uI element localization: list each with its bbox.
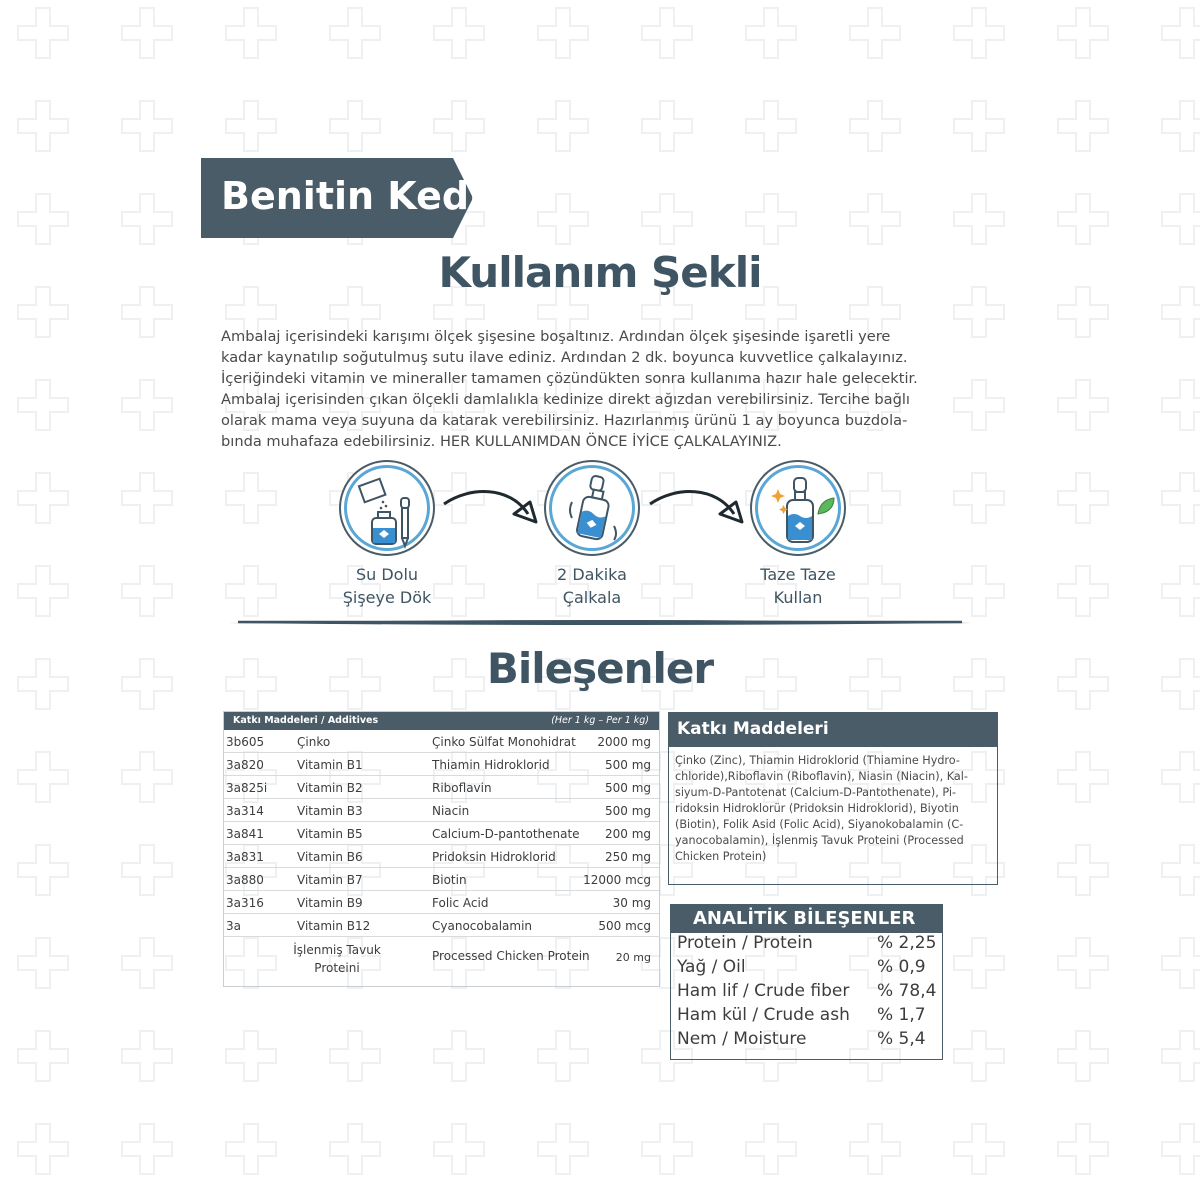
additives-description-title: Katkı Maddeleri [669, 713, 997, 747]
additives-description-box [668, 712, 998, 885]
row-name: Vitamin B7 [297, 873, 363, 887]
shaking-bottle-icon [546, 462, 642, 558]
usage-line: bında muhafaza edebilirsiniz. HER KULLANIMDAN ÖNCE İYİCE ÇALKALAYINIZ. [221, 433, 782, 450]
sachet-bottle-icon [341, 462, 437, 558]
analytic-name: Nem / Moisture [677, 1029, 807, 1049]
analytic-name: Ham lif / Crude fiber [677, 981, 850, 1001]
row-amount: 500 mg [604, 781, 651, 795]
description-line: Çinko (Zinc), Thiamin Hidroklorid (Thiamine Hydro- [675, 754, 960, 767]
row-name: Vitamin B9 [297, 896, 363, 910]
usage-line: kadar kaynatılıp soğutulmuş sutu ilave ediniz. Ardından 2 dk. boyunca kuvvetlice çalkalayınız. [221, 349, 908, 366]
step-2-line-2: Çalkala [562, 588, 622, 607]
step-3-line-2: Kullan [773, 588, 823, 607]
row-amount: 500 mg [604, 758, 651, 772]
step-3-line-1: Taze Taze [760, 565, 836, 584]
row-name: Vitamin B6 [297, 850, 363, 864]
row-source: Pridoksin Hidroklorid [432, 850, 556, 864]
row-source: Cyanocobalamin [432, 919, 533, 933]
analytic-row [671, 933, 942, 957]
usage-title: Kullanım Şekli [438, 248, 762, 297]
analytic-row [671, 1005, 942, 1029]
row-code: 3a314 [226, 804, 264, 818]
row-amount: 30 mg [612, 896, 651, 910]
row-amount: 250 mg [604, 850, 651, 864]
analytic-value: % 2,25 [877, 933, 937, 953]
additives-table [223, 711, 660, 987]
step-3-circle [750, 460, 846, 556]
row-name: Vitamin B12 [297, 919, 371, 933]
analytic-row [671, 1029, 942, 1053]
description-line: chloride),Riboflavin (Riboflavin), Niasin (Niacin), Kal- [675, 770, 968, 783]
row-source: Çinko Sülfat Monohidrat [432, 735, 576, 749]
additives-table-header [224, 712, 659, 730]
row-name: Vitamin B5 [297, 827, 363, 841]
description-line: yanocobalamin), İşlenmiş Tavuk Proteini (Processed [675, 834, 964, 847]
analytic-value: % 0,9 [877, 957, 926, 977]
step-3-label [718, 563, 878, 609]
usage-line: Ambalaj içerisindeki karışımı ölçek şişesine boşaltınız. Ardından ölçek şişesinde işaretli yere [221, 328, 891, 345]
additives-header-left: Katkı Maddeleri / Additives [233, 715, 379, 726]
table-row [224, 891, 659, 914]
usage-line: Ambalaj içerisinden çıkan ölçekli damlalıkla kedinize direkt ağızdan verebilirsiniz. Tercihe bağlı [221, 391, 910, 408]
row-source: Processed Chicken Protein [432, 949, 590, 963]
row-name: Vitamin B1 [297, 758, 363, 772]
table-row [224, 868, 659, 891]
additives-header-right: (Her 1 kg – Per 1 kg) [551, 715, 649, 726]
brand-banner [201, 158, 483, 238]
table-row [224, 799, 659, 822]
step-1-circle [339, 460, 435, 556]
row-code: 3b605 [226, 735, 265, 749]
row-source: Thiamin Hidroklorid [432, 758, 550, 772]
analytic-components-box [670, 904, 943, 1060]
usage-line: olarak mama veya suyuna da katarak verebilirsiniz. Hazırlanmış ürünü 1 ay boyunca buzdola- [221, 412, 908, 429]
fresh-bottle-icon [752, 462, 848, 558]
row-amount: 500 mcg [598, 919, 651, 933]
description-line: ridoksin Hidroklorür (Pridoksin Hidroklorid), Biyotin [675, 802, 959, 815]
analytic-value: % 78,4 [877, 981, 937, 1001]
row-code: 3a [226, 919, 241, 933]
row-source: Folic Acid [432, 896, 489, 910]
row-source: Riboflavin [432, 781, 492, 795]
brush-divider [228, 617, 972, 629]
analytic-name: Ham kül / Crude ash [677, 1005, 850, 1025]
step-1-label [307, 563, 467, 609]
row-code: 3a820 [226, 758, 264, 772]
step-2-circle [544, 460, 640, 556]
table-row [224, 822, 659, 845]
step-2-label [512, 563, 672, 609]
analytic-name: Protein / Protein [677, 933, 813, 953]
analytic-name: Yağ / Oil [677, 957, 746, 977]
analytic-title: ANALİTİK BİLEŞENLER [671, 905, 942, 933]
row-code: 3a841 [226, 827, 264, 841]
description-line: Chicken Protein) [675, 850, 767, 863]
table-row [224, 914, 659, 937]
row-amount: 200 mg [604, 827, 651, 841]
row-name: Vitamin B2 [297, 781, 363, 795]
row-code: 3a880 [226, 873, 264, 887]
row-amount: 12000 mcg [583, 873, 651, 887]
row-source: Niacin [432, 804, 470, 818]
additives-description-text [669, 747, 997, 871]
description-line: (Biotin), Folik Asid (Folic Acid), Siyanokobalamin (C- [675, 818, 964, 831]
step-1-line-1: Su Dolu [355, 565, 419, 584]
row-amount: 500 mg [604, 804, 651, 818]
arrow-right-icon [440, 486, 540, 526]
table-row [224, 937, 659, 979]
arrow-right-icon [646, 486, 746, 526]
brand-title: Benitin Kedi [221, 174, 483, 218]
analytic-row [671, 957, 942, 981]
row-source: Calcium-D-pantothenate [432, 827, 580, 841]
row-code: 3a316 [226, 896, 264, 910]
row-code: 3a831 [226, 850, 264, 864]
row-amount: 20 mg [615, 951, 651, 964]
analytic-value: % 1,7 [877, 1005, 926, 1025]
row-amount: 2000 mg [597, 735, 651, 749]
row-source: Biotin [432, 873, 467, 887]
analytic-value: % 5,4 [877, 1029, 926, 1049]
row-name: Vitamin B3 [297, 804, 363, 818]
analytic-row [671, 981, 942, 1005]
step-2-line-1: 2 Dakika [557, 565, 627, 584]
table-row [224, 776, 659, 799]
components-title: Bileşenler [486, 644, 714, 693]
table-row [224, 753, 659, 776]
table-row [224, 730, 659, 753]
row-code: 3a825i [226, 781, 268, 795]
table-row [224, 845, 659, 868]
step-1-line-2: Şişeye Dök [342, 588, 432, 607]
usage-line: İçeriğindeki vitamin ve mineraller tamamen çözündükten sonra kullanıma hazır hale gelecektir. [221, 370, 918, 387]
row-name: İşlenmiş Tavuk Proteini [293, 943, 381, 975]
row-name: Çinko [297, 735, 331, 749]
description-line: siyum-D-Pantotenat (Calcium-D-Pantothenate), Pi- [675, 786, 957, 799]
usage-instructions [221, 326, 991, 452]
